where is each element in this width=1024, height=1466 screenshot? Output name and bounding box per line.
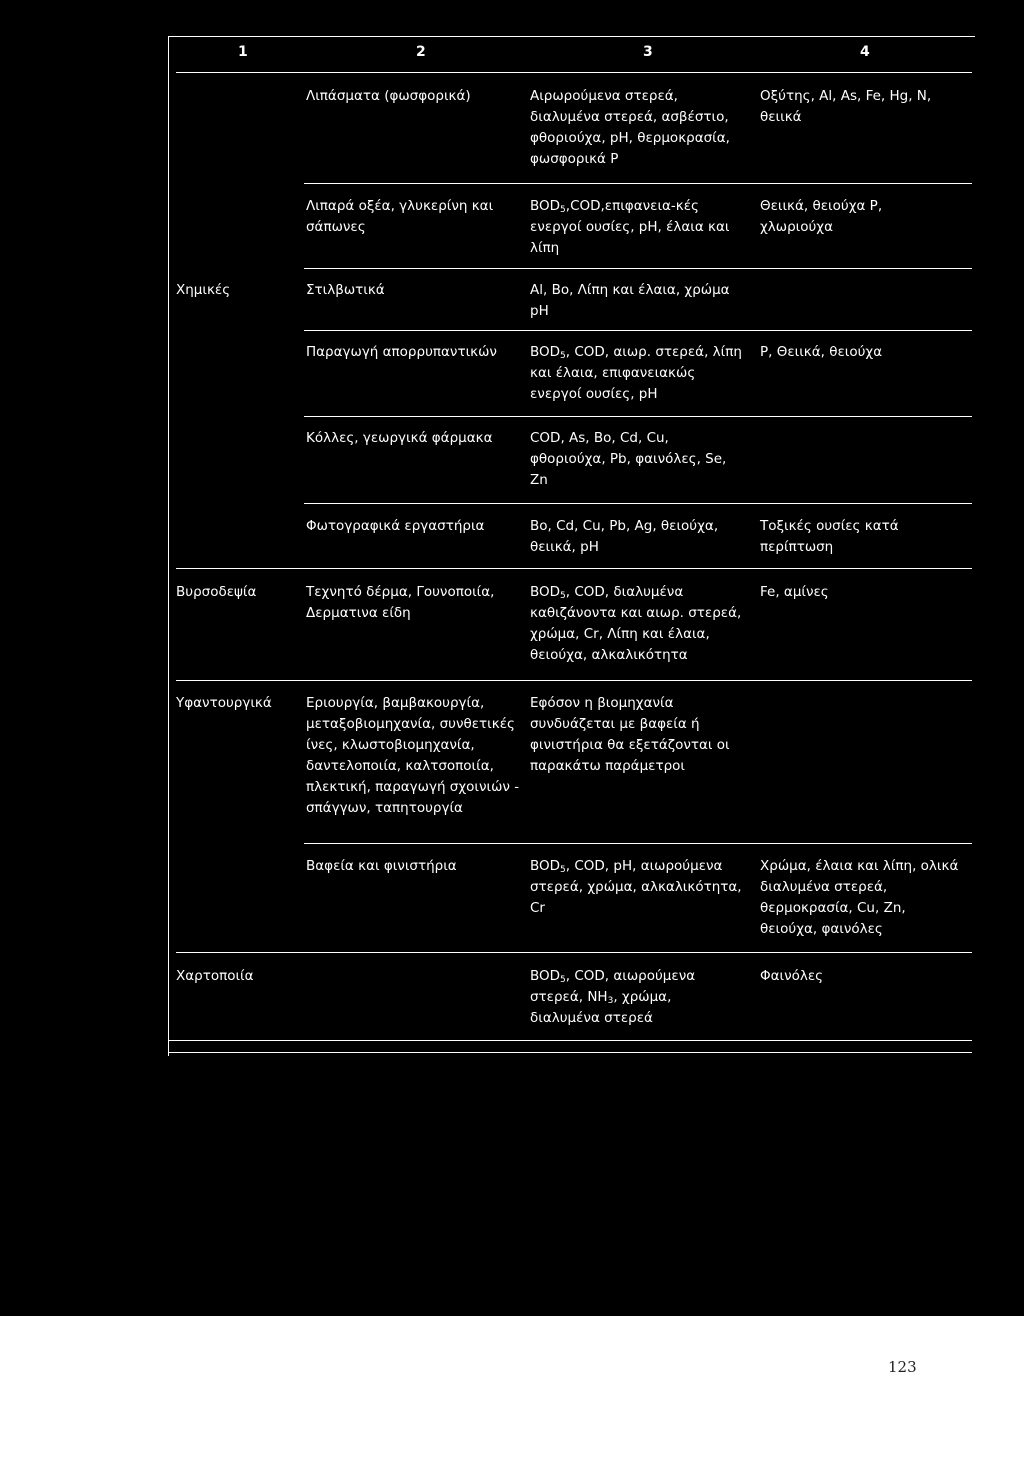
table-cell-c3-line: $BOD_5$, COD, αιωρούμενα — [530, 968, 696, 985]
table-cell-c3-line: στερεά, $NH_3$, χρώμα, — [530, 989, 672, 1006]
table-cell-c2-line: μεταξοβιομηχανία, συνθετικές — [306, 716, 515, 732]
table-cell-c2-line: Φωτογραφικά εργαστήρια — [306, 518, 485, 534]
table-cell-c4-line: θερμοκρασία, Cu, Zn, — [760, 900, 906, 916]
table-cell-c3-line: καθιζάνοντα και αιωρ. στερεά, — [530, 605, 742, 621]
table-cell-c3-line: $BOD_5$, COD, αιωρ. στερεά, λίπη — [530, 344, 742, 361]
table-cell-c1-line: Χαρτοποιία — [176, 968, 254, 984]
table-cell-c2-line: Παραγωγή απορρυπαντικών — [306, 344, 497, 360]
table-cell-c4-line: Fe, αμίνες — [760, 584, 829, 600]
table-cell-c4-line: Χρώμα, έλαια και λίπη, ολικά — [760, 858, 959, 874]
table-cell-c3-line: pH — [530, 303, 549, 319]
table-cell-c4-line: θειικά — [760, 109, 802, 125]
table-cell-c3-line: ενεργοί ουσίες, pH, έλαια και — [530, 219, 730, 235]
table-cell-c1-line: Χημικές — [176, 282, 231, 298]
row-separator — [304, 843, 972, 844]
row-separator — [176, 680, 972, 681]
header-c2: 2 — [416, 44, 426, 60]
table-cell-c3-line: $BOD_5,COD,\varepsilon\pi\iota\varphi\alpha\nu\varepsilon\iota\alpha$-κές — [530, 198, 699, 215]
row-separator — [176, 72, 972, 73]
table-cell-c3-line: Αιρωρούμενα στερεά, — [530, 88, 678, 104]
table-cell-c3-line: COD, As, Bo, Cd, Cu, — [530, 430, 669, 446]
row-separator — [176, 952, 972, 953]
row-separator — [304, 503, 972, 504]
table-cell-c3-line: παρακάτω παράμετροι — [530, 758, 685, 774]
row-separator — [176, 568, 972, 569]
table-cell-c3-line: Bo, Cd, Cu, Pb, Ag, θειούχα, — [530, 518, 719, 534]
table-cell-c3-line: φθοριούχα, pH, θερμοκρασία, — [530, 130, 730, 146]
table-cell-c2-line: Λιπάσματα (φωσφορικά) — [306, 88, 471, 104]
table-cell-c4-line: θειούχα, φαινόλες — [760, 921, 883, 937]
table-cell-c4-line: Φαινόλες — [760, 968, 824, 984]
header-c3: 3 — [643, 44, 653, 60]
table-cell-c3-line: $BOD_5$, COD, pH, αιωρούμενα — [530, 858, 723, 875]
table-cell-c3-line: φινιστήρια θα εξετάζονται οι — [530, 737, 730, 753]
table-cell-c3-line: φωσφορικά P — [530, 151, 619, 167]
table-cell-c2-line: δαντελοποιία, καλτσοποιία, — [306, 758, 494, 774]
table-cell-c2-line: πλεκτική, παραγωγή σχοινιών - — [306, 779, 520, 795]
table-cell-c4-line: Οξύτης, Al, As, Fe, Hg, N, — [760, 88, 932, 104]
row-separator — [304, 330, 972, 331]
table-cell-c3-line: λίπη — [530, 240, 560, 256]
table-cell-c3-line: $BOD_5$, COD, διαλυμένα — [530, 584, 684, 601]
table-cell-c3-line: φθοριούχα, Pb, φαινόλες, Se, — [530, 451, 727, 467]
row-separator — [304, 416, 972, 417]
table-cell-c2-line: Στιλβωτικά — [306, 282, 385, 298]
table-cell-c4-line: διαλυμένα στερεά, — [760, 879, 888, 895]
table-cell-c2-line: ίνες, κλωστοβιομηχανία, — [306, 737, 475, 753]
table-cell-c1-line: Βυρσοδεψία — [176, 584, 257, 600]
table-cell-c2-line: σάπωνες — [306, 219, 366, 235]
table-cell-c2-line: Τεχνητό δέρμα, Γουνοποιία, — [306, 584, 495, 600]
table-cell-c3-line: διαλυμένα στερεά — [530, 1010, 653, 1026]
table-cell-c2-line: Εριουργία, βαμβακουργία, — [306, 695, 485, 711]
table-cell-c3-line: ενεργοί ουσίες, pH — [530, 386, 658, 402]
table-cell-c4-line: P, Θειικά, θειούχα — [760, 344, 883, 360]
table-cell-c3-line: Zn — [530, 472, 548, 488]
table-cell-c2-line: Κόλλες, γεωργικά φάρμακα — [306, 430, 493, 446]
table-cell-c3-line: συνδυάζεται με βαφεία ή — [530, 716, 700, 732]
header-c4: 4 — [860, 44, 870, 60]
table-cell-c3-line: Cr — [530, 900, 545, 916]
table-cell-c4-line: περίπτωση — [760, 539, 834, 555]
table-cell-c1-line: Υφαντουργικά — [176, 695, 272, 711]
row-separator — [168, 1040, 972, 1041]
table-cell-c2-line: Λιπαρά οξέα, γλυκερίνη και — [306, 198, 494, 214]
table-cell-c3-line: θειικά, pH — [530, 539, 599, 555]
row-separator — [304, 268, 972, 269]
table-cell-c4-line: χλωριούχα — [760, 219, 833, 235]
table-cell-c3-line: Εφόσον η βιομηχανία — [530, 695, 674, 711]
header-c1: 1 — [238, 44, 248, 60]
table-cell-c2-line: Βαφεία και φινιστήρια — [306, 858, 457, 874]
table-cell-c2-line: σπάγγων, ταπητουργία — [306, 800, 463, 816]
table-cell-c3-line: Al, Bo, Λίπη και έλαια, χρώμα — [530, 282, 730, 298]
row-separator — [304, 183, 972, 184]
table-cell-c3-line: και έλαια, επιφανειακώς — [530, 365, 696, 381]
table-cell-c4-line: Τοξικές ουσίες κατά — [760, 518, 899, 534]
page-number: 123 — [888, 1358, 917, 1376]
table-cell-c4-line: Θειικά, θειούχα P, — [760, 198, 883, 214]
table-cell-c3-line: χρώμα, Cr, Λίπη και έλαια, — [530, 626, 710, 642]
row-separator — [168, 1052, 972, 1053]
table-cell-c3-line: διαλυμένα στερεά, ασβέστιο, — [530, 109, 729, 125]
table-cell-c3-line: στερεά, χρώμα, αλκαλικότητα, — [530, 879, 742, 895]
table-cell-c3-line: θειούχα, αλκαλικότητα — [530, 647, 688, 663]
table-cell-c2-line: Δερματινα είδη — [306, 605, 411, 621]
